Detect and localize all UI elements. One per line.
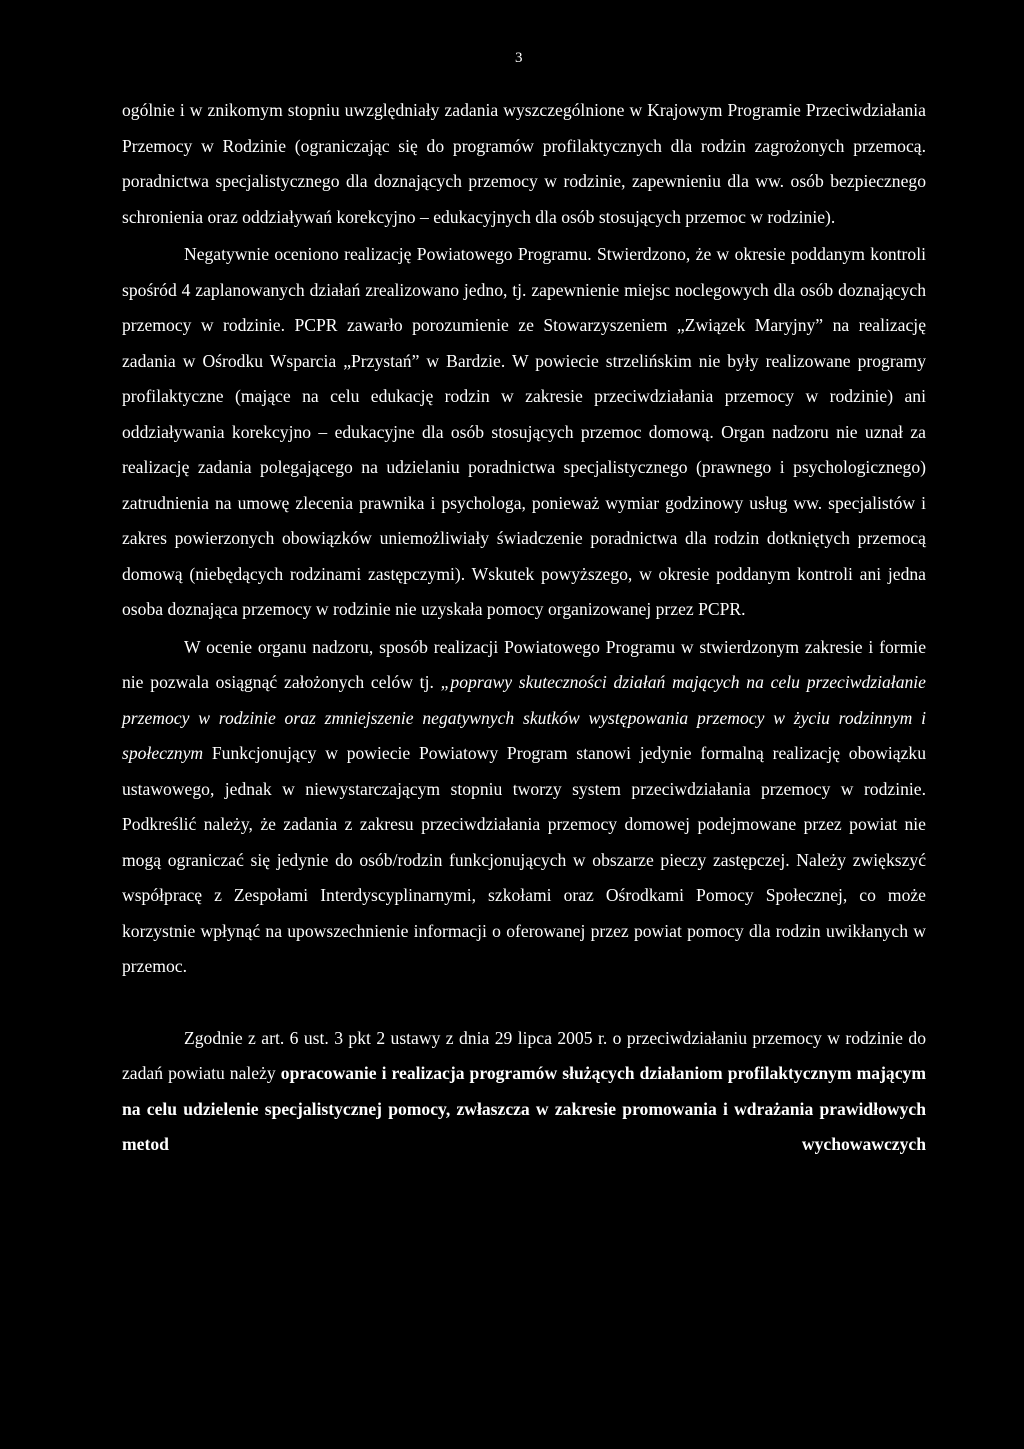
paragraph-text: Zgodnie z art. 6 ust. 3 pkt 2 ustawy z dnia 29 lipca 2005 r. o przeciwdziałaniu przemocy w rodzinie do zadań powiatu należy <box>122 1027 926 1083</box>
paragraph-assessment: Negatywnie oceniono realizację Powiatowego Programu. Stwierdzono, że w okresie poddanym kontroli spośród 4 zaplanowanych działań zrealizowano jedno, tj. zapewnienie miejsc noclegowych dla osób doznających przemocy w rodzinie. PCPR zawarło porozumienie ze Stowarzyszeniem „Związek Maryjny” na realizację zadania w Ośrodku Wsparcia „Przystań” w Bardzie. W powiecie strzelińskim nie były realizowane programy profilaktyczne (mające na celu edukację rodzin w zakresie przeciwdziałania przemocy w rodzinie) ani oddziaływania korekcyjno – edukacyjne dla osób stosujących przemoc domową. Organ nadzoru nie uznał za realizację zadania polegającego na udzielaniu poradnictwa specjalistycznego (prawnego i psychologicznego) zatrudnienia na umowę zlecenia prawnika i psychologa, ponieważ wymiar godzinowy usług ww. specjalistów i zakres powierzonych obowiązków uniemożliwiały świadczenie poradnictwa dla rodzin dotkniętych przemocą domową (niebędących rodzinami zastępczymi). Wskutek powyższego, w okresie poddanym kontroli ani jedna osoba doznająca przemocy w rodzinie nie uzyskała pomocy organizowanej przez PCPR. <box>122 244 926 619</box>
paragraph-text: W ocenie organu nadzoru, sposób realizacji Powiatowego Programu w stwierdzonym zakresie i formie nie pozwala osiągnąć założonych celów tj. <box>122 636 926 692</box>
document-body <box>122 93 926 1163</box>
paragraph-text: Funkcjonujący w powiecie Powiatowy Program stanowi jedynie formalną realizację obowiązku ustawowego, jednak w niewystarczającym stopniu tworzy system przeciwdziałania przemocy w rodzinie. Podkreślić należy, że zadania z zakresu przeciwdziałania przemocy domowej podejmowane przez powiat nie mogą ograniczać się jedynie do osób/rodzin funkcjonujących w obszarze pieczy zastępczej. Należy zwiększyć współpracę z Zespołami Interdyscyplinarnymi, szkołami oraz Ośrodkami Pomocy Społecznej, co może korzystnie wpłynąć na upowszechnienie informacji o oferowanej przez powiat pomocy dla rodzin uwikłanych w przemoc. <box>122 743 926 976</box>
paragraph-continuation: ogólnie i w znikomym stopniu uwzględniały zadania wyszczególnione w Krajowym Programie Przeciwdziałania Przemocy w Rodzinie (ograniczając się do programów profilaktycznych dla rodzin zagrożonych przemocą. poradnictwa specjalistycznego dla doznających przemocy w rodzinie, zapewnieniu dla ww. osób bezpiecznego schronienia oraz oddziaływań korekcyjno – edukacyjnych dla osób stosujących przemoc w rodzinie). <box>122 100 926 227</box>
paragraph-supervisory-opinion <box>122 630 926 985</box>
quoted-goal-text: „poprawy skuteczności działań mających na celu przeciwdziałanie przemocy w rodzinie oraz zmniejszenie negatywnych skutków występowania przemocy w życiu rodzinnym i społecznym <box>122 672 926 763</box>
paragraph-legal-basis <box>122 1021 926 1163</box>
bold-legal-text: opracowanie i realizacja programów służących działaniom profilaktycznym mającym na celu udzielenie specjalistycznej pomocy, zwłaszcza w zakresie promowania i wdrażania prawidłowych metod wychowawczych <box>122 1063 926 1154</box>
page-number: 3 <box>515 50 523 66</box>
